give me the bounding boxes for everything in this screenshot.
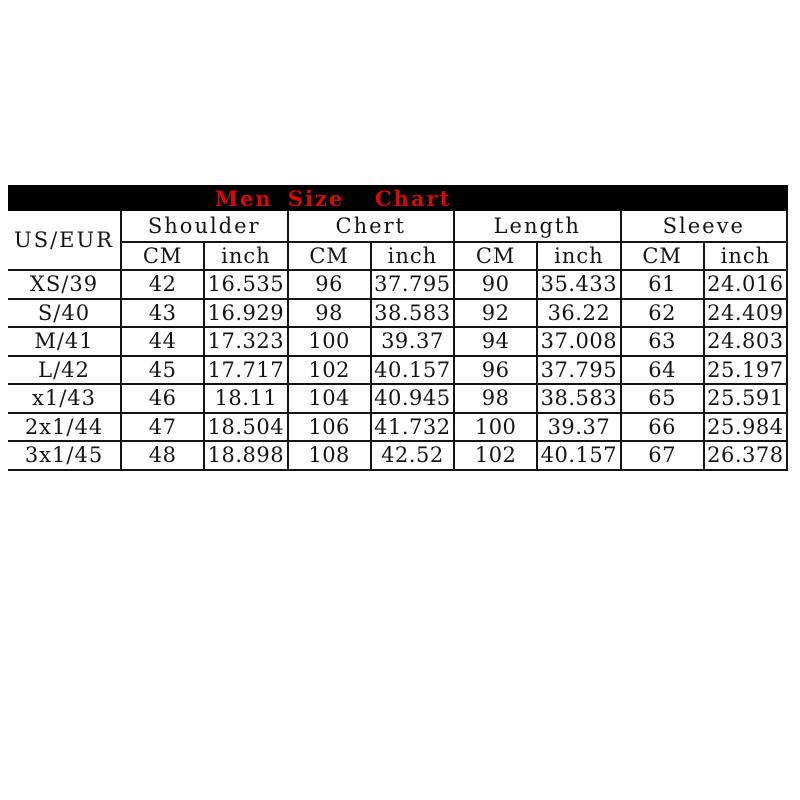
table-cell: 100 (288, 327, 371, 356)
table-cell: 24.409 (704, 299, 787, 328)
table-cell: 36.22 (537, 299, 620, 328)
row-label-size: XS/39 (8, 270, 121, 299)
table-cell: 47 (121, 413, 204, 442)
table-cell: 64 (621, 356, 704, 385)
table-cell: 90 (454, 270, 537, 299)
table-row (8, 299, 787, 328)
sub-header-inch: inch (704, 242, 787, 270)
table-cell: 25.197 (704, 356, 787, 385)
table-cell: 62 (621, 299, 704, 328)
table-cell: 17.323 (204, 327, 287, 356)
row-label-size: 2x1/44 (8, 413, 121, 442)
table-cell: 96 (454, 356, 537, 385)
table-cell: 102 (454, 441, 537, 470)
chart-title: Men Size Chart (214, 185, 452, 211)
table-cell: 100 (454, 413, 537, 442)
table-cell: 17.717 (204, 356, 287, 385)
table-cell: 45 (121, 356, 204, 385)
table-cell: 38.583 (537, 384, 620, 413)
table-cell: 37.795 (537, 356, 620, 385)
table-cell: 24.803 (704, 327, 787, 356)
table-cell: 37.795 (371, 270, 454, 299)
group-header-chert: Chert (288, 211, 455, 242)
table-cell: 92 (454, 299, 537, 328)
table-cell: 96 (288, 270, 371, 299)
table-cell: 98 (454, 384, 537, 413)
size-table (8, 211, 788, 471)
row-label-size: S/40 (8, 299, 121, 328)
table-row (8, 270, 787, 299)
table-cell: 38.583 (371, 299, 454, 328)
table-cell: 66 (621, 413, 704, 442)
group-header-sleeve: Sleeve (621, 211, 788, 242)
table-row (8, 327, 787, 356)
size-chart (8, 185, 788, 471)
table-cell: 39.37 (371, 327, 454, 356)
sub-header-cm: CM (621, 242, 704, 270)
group-header-length: Length (454, 211, 621, 242)
table-cell: 40.157 (537, 441, 620, 470)
row-label-size: x1/43 (8, 384, 121, 413)
sub-header-cm: CM (121, 242, 204, 270)
table-cell: 106 (288, 413, 371, 442)
sub-header-inch: inch (537, 242, 620, 270)
table-cell: 37.008 (537, 327, 620, 356)
table-cell: 18.11 (204, 384, 287, 413)
table-row (8, 356, 787, 385)
table-row (8, 441, 787, 470)
table-cell: 26.378 (704, 441, 787, 470)
table-cell: 102 (288, 356, 371, 385)
table-cell: 108 (288, 441, 371, 470)
row-label-size: M/41 (8, 327, 121, 356)
table-cell: 25.984 (704, 413, 787, 442)
table-cell: 48 (121, 441, 204, 470)
table-cell: 41.732 (371, 413, 454, 442)
table-cell: 24.016 (704, 270, 787, 299)
table-header (8, 211, 787, 270)
sub-header-row (8, 242, 787, 270)
table-cell: 42.52 (371, 441, 454, 470)
row-label-size: 3x1/45 (8, 441, 121, 470)
table-cell: 94 (454, 327, 537, 356)
table-cell: 42 (121, 270, 204, 299)
row-label-size: L/42 (8, 356, 121, 385)
table-cell: 67 (621, 441, 704, 470)
table-body (8, 270, 787, 470)
table-cell: 18.504 (204, 413, 287, 442)
table-cell: 39.37 (537, 413, 620, 442)
table-cell: 25.591 (704, 384, 787, 413)
table-cell: 18.898 (204, 441, 287, 470)
table-cell: 40.945 (371, 384, 454, 413)
sub-header-cm: CM (288, 242, 371, 270)
group-header-shoulder: Shoulder (121, 211, 288, 242)
sub-header-inch: inch (371, 242, 454, 270)
table-cell: 65 (621, 384, 704, 413)
sub-header-cm: CM (454, 242, 537, 270)
table-cell: 61 (621, 270, 704, 299)
table-cell: 43 (121, 299, 204, 328)
table-cell: 16.535 (204, 270, 287, 299)
title-bar (8, 185, 788, 211)
table-cell: 35.433 (537, 270, 620, 299)
table-cell: 40.157 (371, 356, 454, 385)
table-cell: 63 (621, 327, 704, 356)
table-row (8, 384, 787, 413)
table-cell: 16.929 (204, 299, 287, 328)
corner-header: US/EUR (8, 211, 121, 270)
group-header-row (8, 211, 787, 242)
sub-header-inch: inch (204, 242, 287, 270)
table-row (8, 413, 787, 442)
table-cell: 44 (121, 327, 204, 356)
table-cell: 46 (121, 384, 204, 413)
table-cell: 104 (288, 384, 371, 413)
table-cell: 98 (288, 299, 371, 328)
